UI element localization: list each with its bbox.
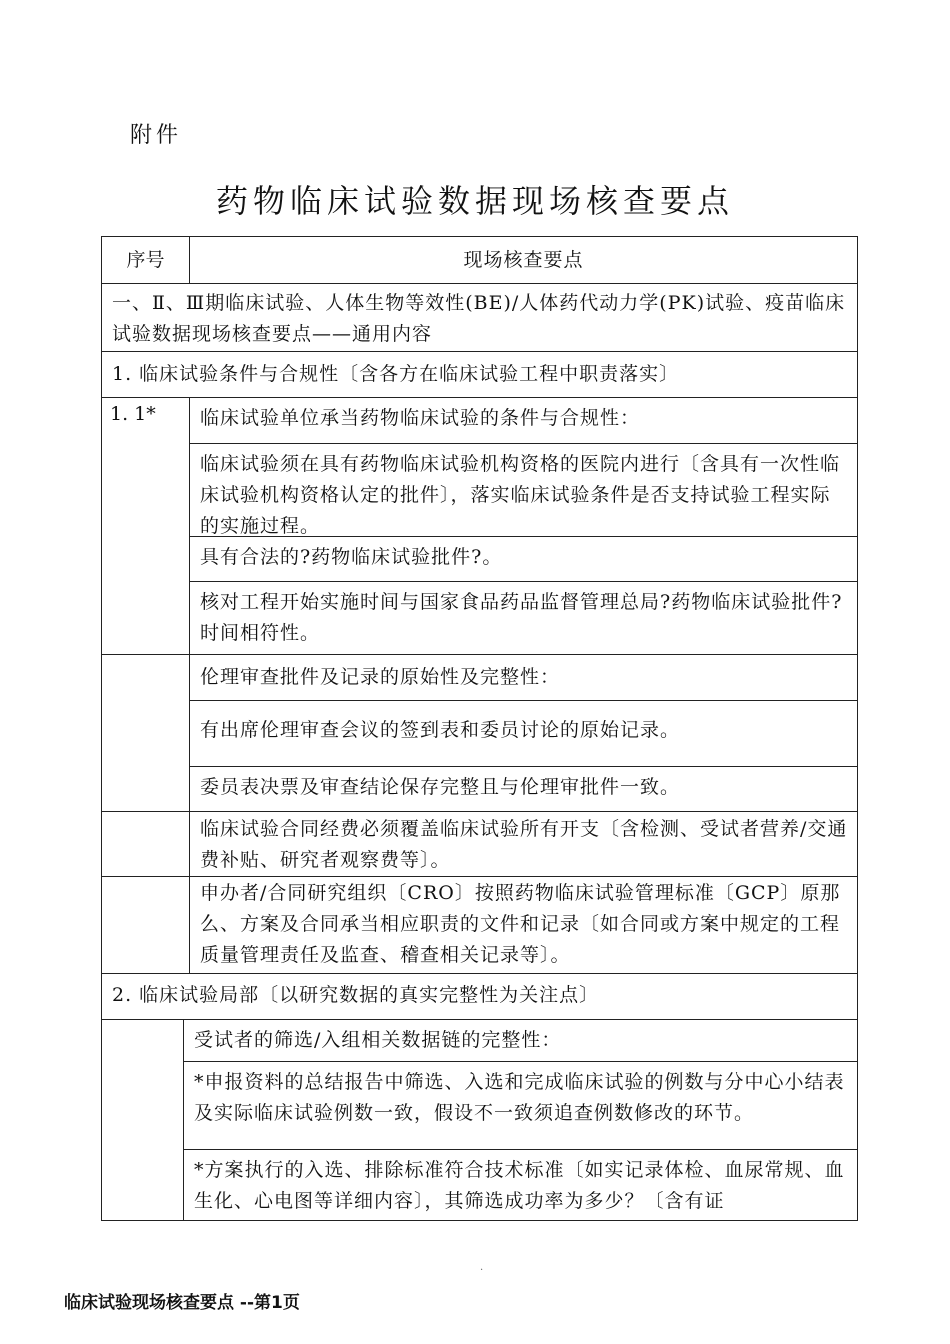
group-1-1: [102, 397, 857, 654]
part1-title-row: [102, 351, 857, 397]
group-screening: [102, 1019, 857, 1220]
group-1-1-number: 1. 1*: [102, 398, 190, 654]
part2-title-row: [102, 973, 857, 1019]
group-ethics-number: [102, 655, 190, 811]
group-contract: [102, 811, 857, 876]
checklist-table: [101, 236, 858, 1221]
header-number: 序号: [102, 237, 190, 283]
table-cell: 委员表决票及审查结论保存完整且与伦理审批件一致。: [190, 766, 857, 811]
section-title-row: [102, 283, 857, 351]
section-title: 一、Ⅱ、Ⅲ期临床试验、人体生物等效性(BE)/人体药代动力学(PK)试验、疫苗临床试验数据现场核查要点——通用内容: [112, 292, 846, 345]
group-screening-cells: [184, 1020, 857, 1220]
group-1-1-cells: [190, 398, 857, 654]
header-content: 现场核查要点: [463, 249, 584, 271]
table-cell: 临床试验单位承当药物临床试验的条件与合规性：: [200, 407, 641, 429]
group-ethics: [102, 654, 857, 811]
table-cell: 临床试验须在具有药物临床试验机构资格的医院内进行〔含具有一次性临床试验机构资格认定的批件〕，落实临床试验条件是否支持试验工程实际的实施过程。: [190, 443, 857, 536]
group-contract-cells: [190, 812, 857, 876]
part2-title: 2. 临床试验局部〔以研究数据的真实完整性为关注点〕: [112, 984, 600, 1006]
group-sponsor: [102, 876, 857, 973]
table-cell: 具有合法的?药物临床试验批件?。: [190, 536, 857, 581]
group-contract-number: [102, 812, 190, 876]
attachment-label: 附件: [130, 123, 183, 148]
table-cell: *方案执行的入选、排除标准符合技术标准〔如实记录体检、血尿常规、血生化、心电图等详细内容〕，其筛选成功率为多少？〔含有证: [184, 1149, 857, 1220]
table-cell: 伦理审查批件及记录的原始性及完整性：: [200, 666, 561, 688]
group-sponsor-number: [102, 877, 190, 973]
part1-title: 1. 临床试验条件与合规性〔含各方在临床试验工程中职责落实〕: [112, 363, 680, 385]
group-screening-number: [102, 1020, 184, 1220]
table-cell: 申办者/合同研究组织〔CRO〕按照药物临床试验管理标准〔GCP〕原那么、方案及合同承当相应职责的文件和记录〔如合同或方案中规定的工程质量管理责任及监查、稽查相关记录等〕。: [200, 882, 841, 966]
page-footer: 临床试验现场核查要点 --第1页: [64, 1293, 300, 1313]
table-cell: 有出席伦理审查会议的签到表和委员讨论的原始记录。: [190, 700, 857, 766]
group-sponsor-cells: [190, 877, 857, 973]
group-ethics-cells: [190, 655, 857, 811]
table-cell: 受试者的筛选/入组相关数据链的完整性：: [194, 1029, 562, 1051]
table-cell: 核对工程开始实施时间与国家食品药品监督管理总局?药物临床试验批件?时间相符性。: [190, 581, 857, 654]
table-cell: 临床试验合同经费必须覆盖临床试验所有开支〔含检测、受试者营养/交通费补贴、研究者观察费等〕。: [200, 818, 848, 871]
table-header-row: [102, 237, 857, 283]
document-title: 药物临床试验数据现场核查要点: [215, 182, 734, 220]
page-dot: .: [480, 1262, 484, 1273]
table-cell: *申报资料的总结报告中筛选、入选和完成临床试验的例数与分中心小结表及实际临床试验例数一致，假设不一致须追查例数修改的环节。: [184, 1061, 857, 1149]
